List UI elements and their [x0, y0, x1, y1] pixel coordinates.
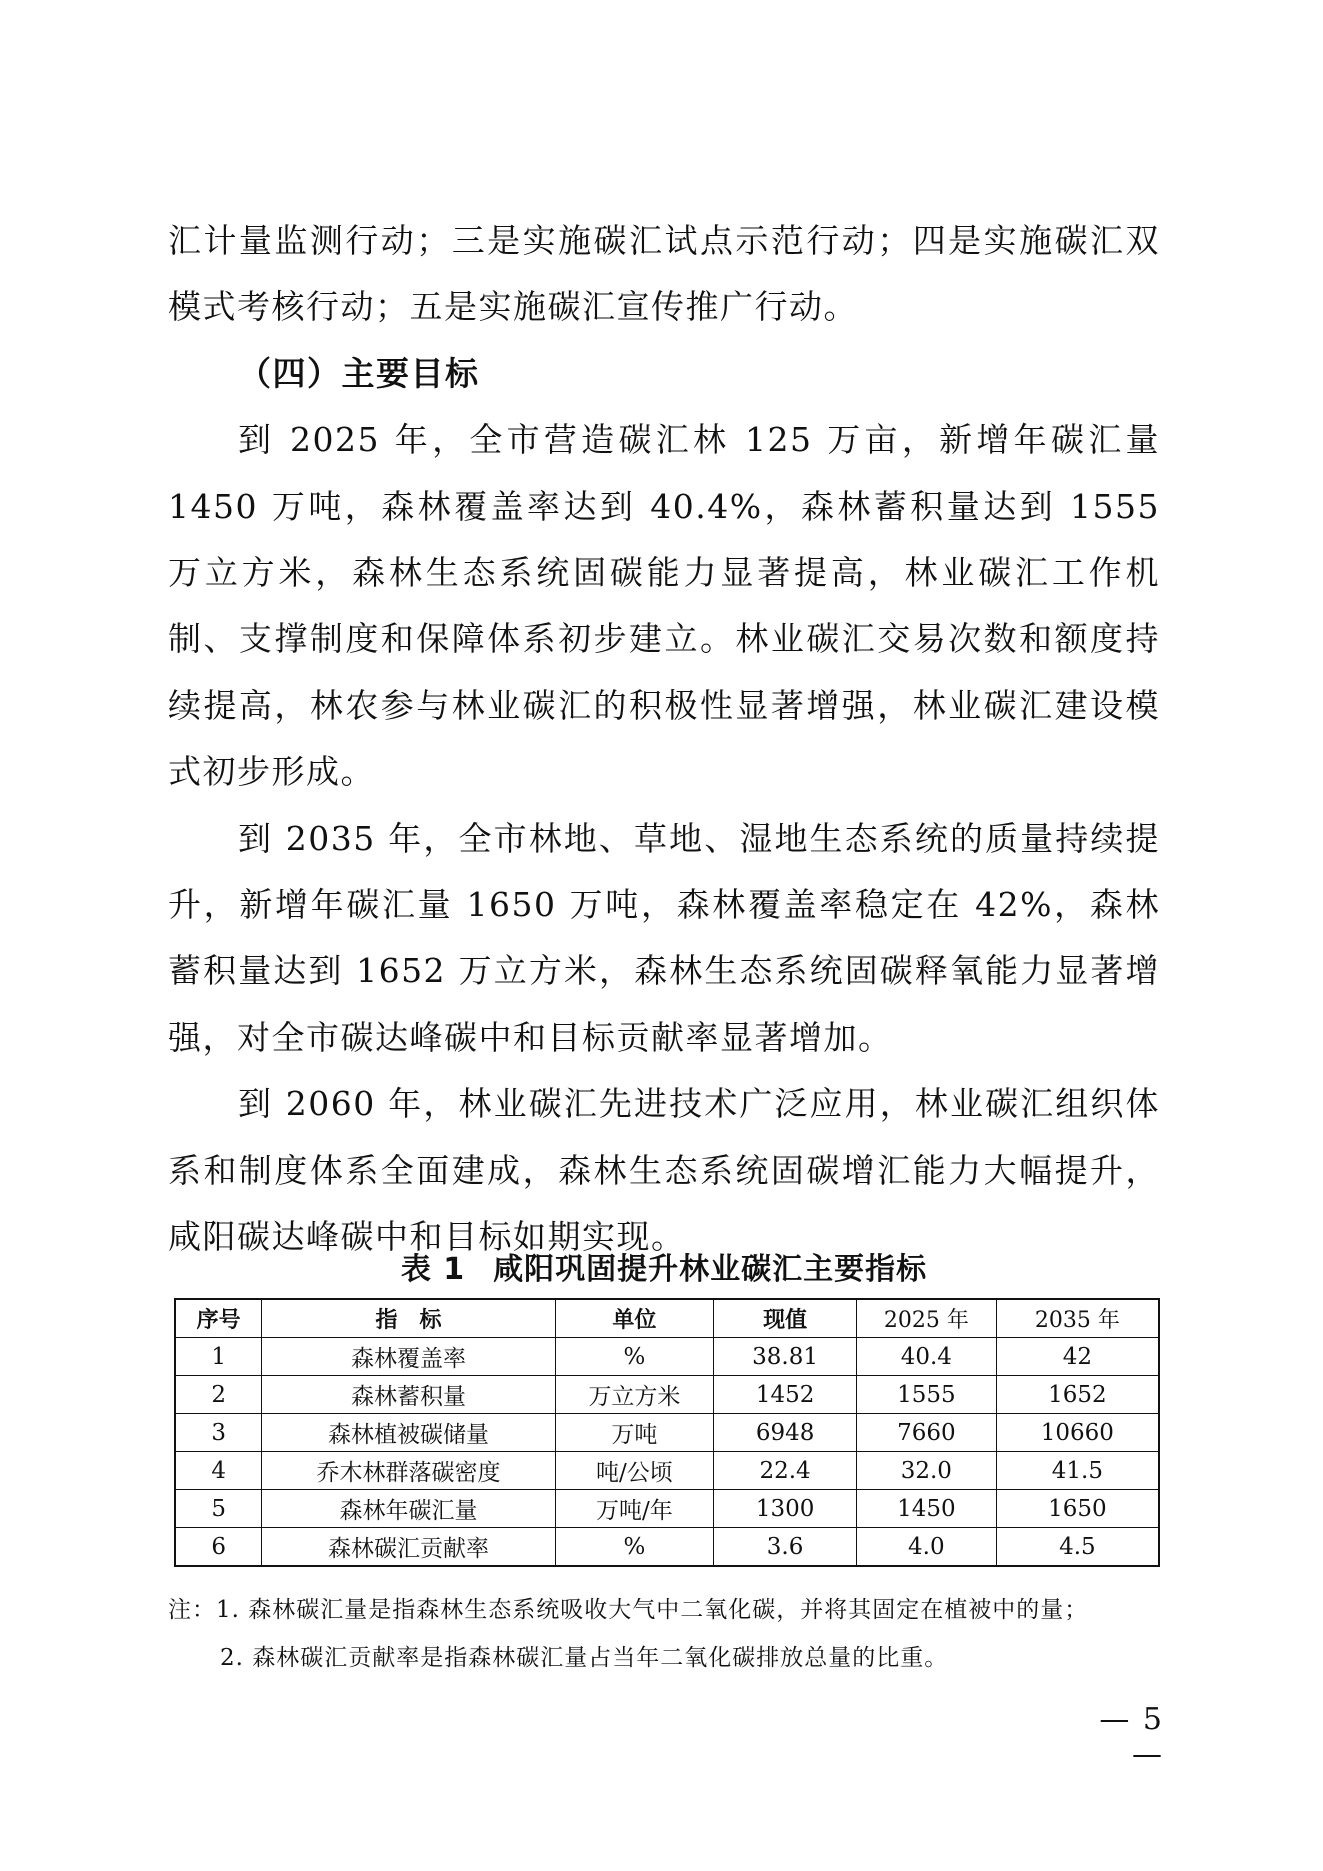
cell-unit: 万吨	[555, 1414, 714, 1452]
cell-2025: 1555	[856, 1376, 996, 1414]
cell-2035: 1650	[996, 1490, 1159, 1528]
cell-seq: 2	[175, 1376, 262, 1414]
cell-seq: 5	[175, 1490, 262, 1528]
table-row	[175, 1414, 1159, 1452]
paragraph-2060-goals: 到 2060 年，林业碳汇先进技术广泛应用，林业碳汇组织体系和制度体系全面建成，森林生态系统固碳增汇能力大幅提升，咸阳碳达峰碳中和目标如期实现。	[168, 1084, 1160, 1257]
header-indicator: 指 标	[262, 1299, 555, 1338]
section-heading: （四）主要目标	[238, 353, 480, 393]
cell-seq: 6	[175, 1528, 262, 1567]
cell-unit: 万立方米	[555, 1376, 714, 1414]
table-row	[175, 1452, 1159, 1490]
cell-indicator: 森林蓄积量	[262, 1376, 555, 1414]
paragraph-2025-goals: 到 2025 年，全市营造碳汇林 125 万亩，新增年碳汇量 1450 万吨，森林覆盖率达到 40.4%，森林蓄积量达到 1555 万立方米，森林生态系统固碳能力显著提高，林业碳汇工作机制、支撑制度和保障体系初步建立。林业碳汇交易次数和额度持续提高，林农参与林业碳汇的积极性显著增强，林业碳汇建设模式初步形成。	[168, 420, 1160, 792]
note-2: 2. 森林碳汇贡献率是指森林碳汇量占当年二氧化碳排放总量的比重。	[220, 1645, 949, 1671]
table-row	[175, 1376, 1159, 1414]
table-title-text: 咸阳巩固提升林业碳汇主要指标	[493, 1252, 928, 1287]
table-number: 表 1	[400, 1252, 466, 1287]
cell-unit: %	[555, 1338, 714, 1376]
cell-current: 3.6	[714, 1528, 857, 1567]
table-notes	[168, 1586, 1168, 1682]
table-row	[175, 1490, 1159, 1528]
header-seq: 序号	[175, 1299, 262, 1338]
cell-2035: 10660	[996, 1414, 1159, 1452]
cell-current: 38.81	[714, 1338, 857, 1376]
header-current: 现值	[714, 1299, 857, 1338]
table-row	[175, 1338, 1159, 1376]
table-header-row	[175, 1299, 1159, 1338]
cell-indicator: 乔木林群落碳密度	[262, 1452, 555, 1490]
paragraph-2035-goals: 到 2035 年，全市林地、草地、湿地生态系统的质量持续提升，新增年碳汇量 1650 万吨，森林覆盖率稳定在 42%，森林蓄积量达到 1652 万立方米，森林生态系统固碳释氧能力显著增强，对全市碳达峰碳中和目标贡献率显著增加。	[168, 818, 1160, 1057]
cell-2035: 4.5	[996, 1528, 1159, 1567]
cell-2025: 1450	[856, 1490, 996, 1528]
cell-indicator: 森林年碳汇量	[262, 1490, 555, 1528]
indicators-table	[174, 1298, 1160, 1567]
cell-indicator: 森林碳汇贡献率	[262, 1528, 555, 1567]
table-row	[175, 1528, 1159, 1567]
cell-seq: 1	[175, 1338, 262, 1376]
body-text	[168, 208, 1160, 1271]
cell-current: 6948	[714, 1414, 857, 1452]
cell-2035: 41.5	[996, 1452, 1159, 1490]
table-title	[168, 1244, 1160, 1288]
cell-unit: 吨/公顷	[555, 1452, 714, 1490]
cell-2035: 1652	[996, 1376, 1159, 1414]
note-1: 注：1. 森林碳汇量是指森林生态系统吸收大气中二氧化碳，并将其固定在植被中的量；	[168, 1597, 1089, 1623]
cell-2025: 7660	[856, 1414, 996, 1452]
header-2035: 2035 年	[996, 1299, 1159, 1338]
page-number: — 5 —	[1099, 1702, 1164, 1772]
cell-current: 1300	[714, 1490, 857, 1528]
cell-2025: 4.0	[856, 1528, 996, 1567]
cell-unit: %	[555, 1528, 714, 1567]
cell-unit: 万吨/年	[555, 1490, 714, 1528]
cell-2035: 42	[996, 1338, 1159, 1376]
cell-2025: 32.0	[856, 1452, 996, 1490]
header-2025: 2025 年	[856, 1299, 996, 1338]
cell-current: 1452	[714, 1376, 857, 1414]
cell-indicator: 森林植被碳储量	[262, 1414, 555, 1452]
cell-2025: 40.4	[856, 1338, 996, 1376]
cell-current: 22.4	[714, 1452, 857, 1490]
cell-seq: 4	[175, 1452, 262, 1490]
paragraph-continuation: 汇计量监测行动；三是实施碳汇试点示范行动；四是实施碳汇双模式考核行动；五是实施碳汇宣传推广行动。	[168, 221, 1160, 327]
cell-indicator: 森林覆盖率	[262, 1338, 555, 1376]
header-unit: 单位	[555, 1299, 714, 1338]
cell-seq: 3	[175, 1414, 262, 1452]
